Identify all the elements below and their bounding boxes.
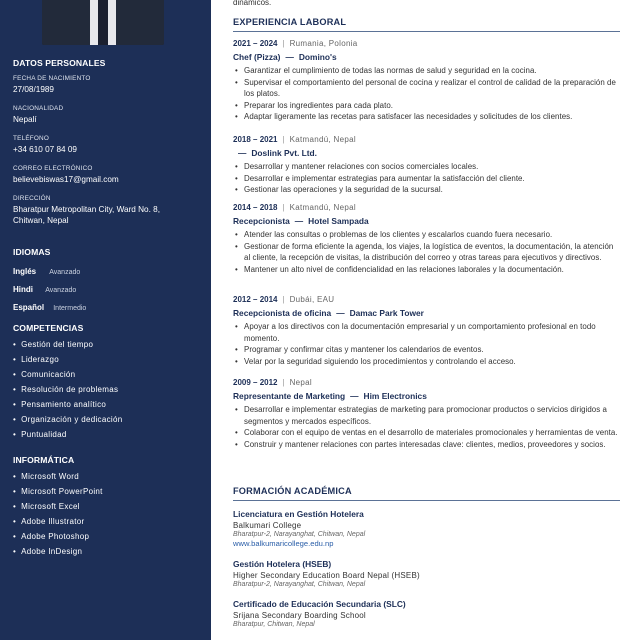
personal-data-heading: DATOS PERSONALES	[13, 58, 106, 68]
skills-list	[13, 337, 201, 442]
address-label: DIRECCIÓN	[13, 195, 51, 202]
email-label: CORREO ELECTRÓNICO	[13, 165, 93, 172]
address-line1: Bharatpur Metropolitan City, Ward No. 8,	[13, 205, 160, 214]
it-list	[13, 469, 201, 559]
job-bullet: • Apoyar a los directivos con la documentación empresarial y un comportamiento profesional en todo momento.	[233, 321, 620, 344]
education-institution: Srijana Secondary Boarding School	[233, 611, 366, 620]
language-level: Avanzado	[49, 269, 81, 276]
education-entry	[233, 509, 620, 548]
job-dates: 2018 – 2021	[233, 135, 278, 144]
language-level: Avanzado	[45, 287, 77, 294]
education-heading: FORMACIÓN ACADÉMICA	[233, 486, 620, 501]
language-name: Español	[13, 303, 45, 312]
personal-data-section	[13, 58, 201, 226]
it-item: • Microsoft PowerPoint	[13, 484, 201, 499]
experience-heading: EXPERIENCIA LABORAL	[233, 17, 620, 32]
job-dates: 2014 – 2018	[233, 203, 278, 212]
education-address: Bharatpur-2, Narayanghat, Chitwan, Nepal	[233, 581, 366, 588]
education-degree: Gestión Hotelera (HSEB)	[233, 559, 332, 569]
job-entry: 2021 – 2024 | Rumania, Polonia Chef (Pizza) — Domino's • Garantizar el cumplimiento de todas las normas de salud y seguridad en la cocina. • Supervisar el comportamiento del personal de cocina y realizar el control de calidad de la preparación de los platos. • Preparar los ingredientes para cada plato. • Adaptar ligeramente las recetas para satisfacer las necesidades y solicitudes de los clientes.	[233, 39, 620, 123]
job-location: Rumania, Polonia	[289, 39, 358, 48]
dob-label: FECHA DE NACIMIENTO	[13, 75, 91, 82]
education-address: Bharatpur, Chitwan, Nepal	[233, 621, 315, 628]
it-item: • Adobe InDesign	[13, 544, 201, 559]
job-dates: 2009 – 2012	[233, 378, 278, 387]
education-institution: Balkumari College	[233, 521, 302, 530]
education-entry	[233, 599, 620, 628]
nationality-label: NACIONALIDAD	[13, 105, 64, 112]
skill-item: • Pensamiento analítico	[13, 397, 201, 412]
job-company: Domino's	[298, 52, 337, 62]
email-value[interactable]: believebiswas17@gmail.com	[13, 175, 119, 184]
job-bullet: • Preparar los ingredientes para cada plato.	[233, 100, 620, 112]
job-title: Representante de Marketing	[233, 391, 346, 401]
language-name: Inglés	[13, 267, 37, 276]
skill-item: • Resolución de problemas	[13, 382, 201, 397]
education-degree: Licenciatura en Gestión Hotelera	[233, 509, 364, 519]
education-institution: Higher Secondary Education Board Nepal (HSEB)	[233, 571, 420, 580]
skills-heading: COMPETENCIAS	[13, 323, 84, 333]
education-url-link[interactable]: www.balkumaricollege.edu.np	[233, 539, 334, 548]
it-item: • Adobe Photoshop	[13, 529, 201, 544]
it-section	[13, 455, 201, 559]
phone-label: TELÉFONO	[13, 135, 50, 142]
job-entry: 2014 – 2018 | Katmandú, Nepal Recepcionista — Hotel Sampada • Atender las consultas o problemas de los clientes y escalarlos cuando fuera necesario. • Gestionar de forma eficiente la agenda, los viajes, la logística de eventos, la documentación, la atención al cliente, la recepción de visitas, la distribución del correo y otras tareas para ejecutivos y directivos. • Mantener un alto nivel de confidencialidad en las relaciones laborales y la documentación.	[233, 203, 620, 275]
languages-section	[13, 247, 201, 314]
job-bullet: • Desarrollar e implementar estrategias para aumentar la satisfacción del cliente.	[233, 173, 620, 185]
phone-value[interactable]: +34 610 07 84 09	[13, 145, 77, 154]
education-degree: Certificado de Educación Secundaria (SLC)	[233, 599, 406, 609]
job-bullet: • Supervisar el comportamiento del personal de cocina y realizar el control de calidad de la preparación de los platos.	[233, 77, 620, 100]
job-bullet: • Programar y confirmar citas y mantener los calendarios de eventos.	[233, 344, 620, 356]
it-item: • Microsoft Word	[13, 469, 201, 484]
job-bullet: • Gestionar de forma eficiente la agenda, los viajes, la logística de eventos, la documentación, la atención al cliente, la recepción de visitas, la distribución del correo y otras tareas para ejecutivos y directivos.	[233, 241, 620, 264]
job-entry: 2012 – 2014 | Dubái, EAU Recepcionista de oficina — Damac Park Tower • Apoyar a los directivos con la documentación empresarial y un comportamiento profesional en todo momento. • Programar y confirmar citas y mantener los calendarios de eventos. • Velar por la seguridad siguiendo los procedimientos y controlando el acceso.	[233, 295, 620, 367]
education-entry	[233, 559, 620, 588]
languages-heading: IDIOMAS	[13, 247, 51, 257]
profile-photo	[42, 0, 164, 45]
job-bullet: • Atender las consultas o problemas de los clientes y escalarlos cuando fuera necesario.	[233, 229, 620, 241]
job-company: Doslink Pvt. Ltd.	[251, 148, 317, 158]
language-item	[13, 267, 201, 278]
job-company: Him Electronics	[363, 391, 427, 401]
job-location: Dubái, EAU	[289, 295, 335, 304]
job-bullet: • Garantizar el cumplimiento de todas las normas de salud y seguridad en la cocina.	[233, 65, 620, 77]
it-item: • Adobe Illustrator	[13, 514, 201, 529]
job-bullet: • Desarrollar y mantener relaciones con socios comerciales locales.	[233, 161, 620, 173]
address-line2: Chitwan, Nepal	[13, 216, 69, 225]
nationality-value: Nepalí	[13, 115, 37, 124]
job-dates: 2021 – 2024	[233, 39, 278, 48]
job-bullet: • Gestionar las operaciones y la seguridad de la sucursal.	[233, 184, 620, 196]
job-bullet: • Colaborar con el equipo de ventas en el desarrollo de materiales promocionales y herramientas de venta.	[233, 427, 620, 439]
job-company: Damac Park Tower	[349, 308, 424, 318]
skill-item: • Gestión del tiempo	[13, 337, 201, 352]
job-location: Katmandú, Nepal	[289, 203, 356, 212]
it-heading: INFORMÁTICA	[13, 455, 75, 465]
job-dates: 2012 – 2014	[233, 295, 278, 304]
job-bullet: • Adaptar ligeramente las recetas para satisfacer las necesidades y solicitudes de los clientes.	[233, 111, 620, 123]
job-location: Nepal	[289, 378, 312, 387]
language-item	[13, 285, 201, 296]
dob-value: 27/08/1989	[13, 85, 54, 94]
cut-off-text: dinámicos.	[233, 0, 272, 7]
language-level: Intermedio	[53, 305, 87, 312]
skill-item: • Organización y dedicación	[13, 412, 201, 427]
skill-item: • Liderazgo	[13, 352, 201, 367]
it-item: • Microsoft Excel	[13, 499, 201, 514]
job-bullet: • Desarrollar e implementar estrategias de marketing para promocionar productos o servicios dirigidos a segmentos y mercados específicos.	[233, 404, 620, 427]
main-content	[233, 0, 623, 640]
job-entry: 2018 – 2021 | Katmandú, Nepal — Doslink Pvt. Ltd. • Desarrollar y mantener relaciones con socios comerciales locales. • Desarrollar e implementar estrategias para aumentar la satisfacción del cliente. • Gestionar las operaciones y la seguridad de la sucursal.	[233, 135, 620, 196]
job-bullet: • Velar por la seguridad siguiendo los procedimientos y controlando el acceso.	[233, 356, 620, 368]
job-location: Katmandú, Nepal	[289, 135, 356, 144]
skill-item: • Comunicación	[13, 367, 201, 382]
job-bullet: • Mantener un alto nivel de confidencialidad en las relaciones laborales y la documentación.	[233, 264, 620, 276]
job-entry: 2009 – 2012 | Nepal Representante de Marketing — Him Electronics • Desarrollar e implementar estrategias de marketing para promocionar productos o servicios dirigidos a segmentos y mercados específicos. • Colaborar con el equipo de ventas en el desarrollo de materiales promocionales y herramientas de venta. • Construir y mantener relaciones con partes interesadas clave: clientes, medios, proveedores y socios.	[233, 378, 620, 450]
job-title: Recepcionista de oficina	[233, 308, 332, 318]
job-title: Recepcionista	[233, 216, 290, 226]
job-bullet: • Construir y mantener relaciones con partes interesadas clave: clientes, medios, proveedores y socios.	[233, 439, 620, 451]
education-address: Bharatpur-2, Narayanghat, Chitwan, Nepal	[233, 531, 366, 538]
sidebar	[0, 0, 211, 640]
job-title: Chef (Pizza)	[233, 52, 281, 62]
language-name: Hindi	[13, 285, 33, 294]
skills-section	[13, 323, 201, 442]
job-company: Hotel Sampada	[308, 216, 369, 226]
language-item	[13, 303, 201, 314]
skill-item: • Puntualidad	[13, 427, 201, 442]
